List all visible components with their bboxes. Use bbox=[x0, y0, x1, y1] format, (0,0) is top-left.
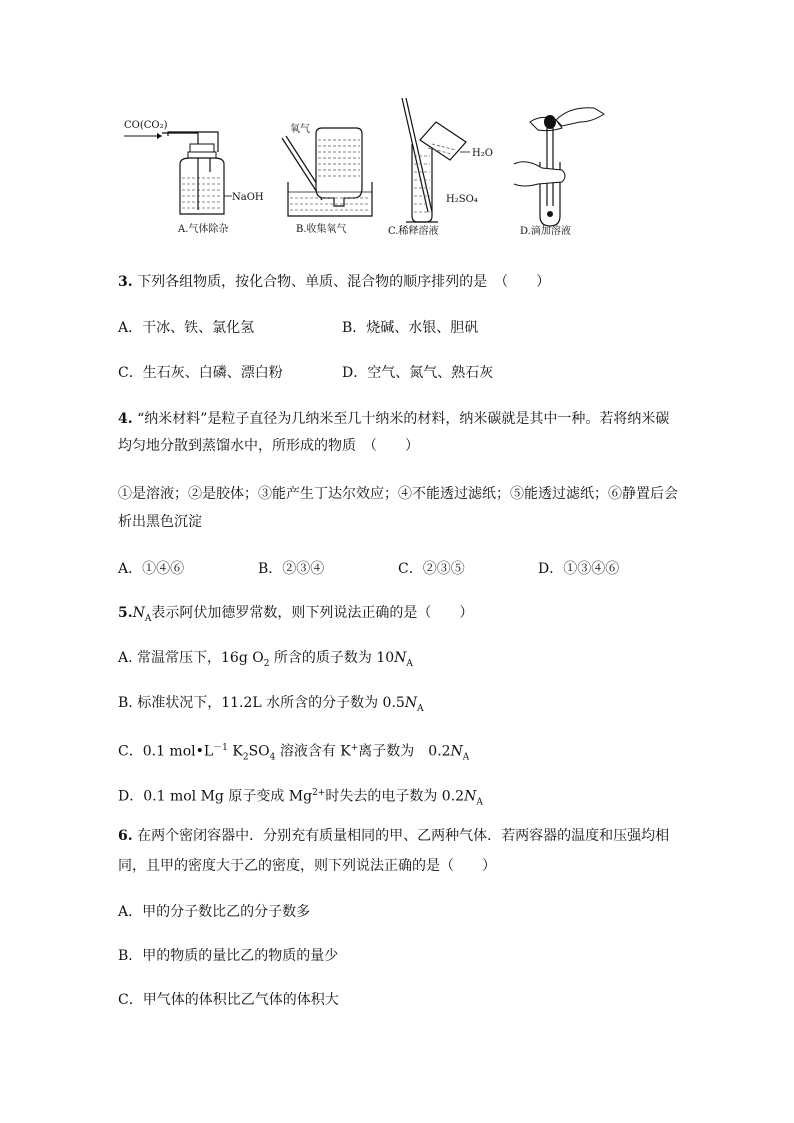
apparatus-a-caption: A.气体除杂 bbox=[178, 224, 229, 235]
q5-c-sub1: 2 bbox=[242, 752, 249, 763]
apparatus-c-caption: C.稀释溶液 bbox=[388, 226, 439, 237]
apparatus-d-caption: D.滴加溶液 bbox=[520, 226, 571, 237]
q5-a-na: N bbox=[394, 650, 407, 666]
q3-option-c: C．生石灰、白磷、漂白粉 bbox=[118, 365, 283, 381]
q5-na-sub: A bbox=[144, 613, 152, 624]
q5-a-sub: 2 bbox=[263, 658, 270, 669]
apparatus-d bbox=[514, 108, 604, 237]
q5-b-na-sub: A bbox=[417, 703, 424, 714]
q4-items-line1: ①是溶液；②是胶体；③能产生丁达尔效应；④不能透过滤纸；⑤能透过滤纸；⑥静置后会 bbox=[118, 486, 678, 502]
q5-option-c bbox=[118, 738, 469, 767]
q5-d-na-sub: A bbox=[476, 797, 483, 808]
q3-stem bbox=[118, 272, 550, 292]
q3-text: 下列各组物质，按化合物、单质、混合物的顺序排列的是 （ ） bbox=[137, 274, 551, 290]
q4-stem-line1 bbox=[118, 409, 669, 429]
apparatus-a-naoh-label: NaOH bbox=[232, 192, 264, 203]
q4-option-a: A．①④⑥ bbox=[118, 561, 185, 577]
q4-option-d: D．①③④⑥ bbox=[538, 561, 620, 577]
q5-c-text: C．0.1 mol•L bbox=[118, 743, 214, 760]
q5-b-na: N bbox=[404, 695, 418, 711]
q6-stem-line2: 同，且甲的密度大于乙的密度，则下列说法正确的是（ ） bbox=[118, 858, 496, 874]
q4-option-c: C．②③⑤ bbox=[398, 561, 465, 577]
q5-c-sup2: + bbox=[350, 743, 359, 753]
apparatus-c-acid-label: H₂SO₄ bbox=[446, 194, 478, 205]
apparatus-figure bbox=[110, 92, 630, 252]
q5-d-sup: 2+ bbox=[312, 788, 326, 798]
q6-text-1: 在两个密闭容器中．分别充有质量相同的甲、乙两种气体．若两容器的温度和压强均相 bbox=[137, 828, 670, 844]
q5-d-text: D．0.1 mol Mg 原子变成 Mg bbox=[118, 788, 313, 805]
q5-na: N bbox=[132, 605, 145, 621]
q5-c-sub2: 4 bbox=[269, 752, 276, 763]
apparatus-b-gas-label: 氧气 bbox=[290, 124, 310, 135]
apparatus-b bbox=[282, 122, 372, 235]
q3-option-d: D．空气、氮气、熟石灰 bbox=[342, 365, 494, 381]
q5-a-text: A. 常温常压下，16g O bbox=[118, 650, 264, 666]
q4-items-line2: 析出黑色沉淀 bbox=[118, 514, 202, 530]
apparatus-c-water-label: H₂O bbox=[472, 148, 493, 159]
apparatus-a bbox=[124, 120, 264, 235]
q5-c-na: N bbox=[450, 743, 463, 760]
q5-d-text2: 时失去的电子数为 0.2 bbox=[325, 788, 465, 805]
q6-option-a: A．甲的分子数比乙的分子数多 bbox=[118, 904, 311, 920]
q5-option-d bbox=[118, 783, 483, 812]
q5-a-text2: 所含的质子数为 10 bbox=[269, 650, 395, 666]
q6-option-c: C．甲气体的体积比乙气体的体积大 bbox=[118, 992, 339, 1008]
q6-option-b: B．甲的物质的量比乙的物质的量少 bbox=[118, 948, 339, 964]
q5-a-na-sub: A bbox=[406, 658, 413, 669]
q5-option-a bbox=[118, 648, 413, 674]
q6-stem-line1 bbox=[118, 826, 669, 846]
q5-d-na: N bbox=[464, 788, 477, 805]
q4-number: 4. bbox=[118, 411, 133, 427]
q4-stem-line2: 均匀地分散到蒸馏水中，所形成的物质 （ ） bbox=[118, 438, 419, 454]
apparatus-svg bbox=[110, 92, 630, 252]
q3-option-a: A．干冰、铁、氯化氢 bbox=[118, 320, 255, 336]
q4-option-b: B．②③④ bbox=[258, 561, 325, 577]
q5-number: 5. bbox=[118, 605, 133, 621]
q5-b-text: B. 标准状况下，11.2L 水所含的分子数为 0.5 bbox=[118, 695, 405, 711]
q4-text-1: “纳米材料”是粒子直径为几纳米至几十纳米的材料，纳米碳就是其中一种。若将纳米碳 bbox=[137, 411, 670, 427]
q5-c-na-sub: A bbox=[462, 752, 470, 763]
q5-c-text5: 离子数为 0.2 bbox=[358, 743, 451, 760]
q5-text: 表示阿伏加德罗常数，则下列说法正确的是（ ） bbox=[151, 605, 474, 621]
q5-stem bbox=[118, 603, 473, 629]
apparatus-a-gas-label: CO(CO₂) bbox=[124, 120, 168, 131]
q3-option-b: B．烧碱、水银、胆矾 bbox=[342, 320, 479, 336]
q6-number: 6. bbox=[118, 828, 133, 844]
q5-option-b bbox=[118, 693, 424, 719]
q3-number: 3. bbox=[118, 274, 133, 290]
q5-c-sup: －1 bbox=[213, 743, 228, 753]
q5-c-text4: 溶液含有 K bbox=[275, 743, 351, 760]
q5-c-text3: SO bbox=[248, 743, 270, 760]
apparatus-b-caption: B.收集氧气 bbox=[296, 224, 347, 235]
apparatus-c bbox=[388, 98, 493, 237]
q5-c-text2: K bbox=[227, 743, 243, 760]
